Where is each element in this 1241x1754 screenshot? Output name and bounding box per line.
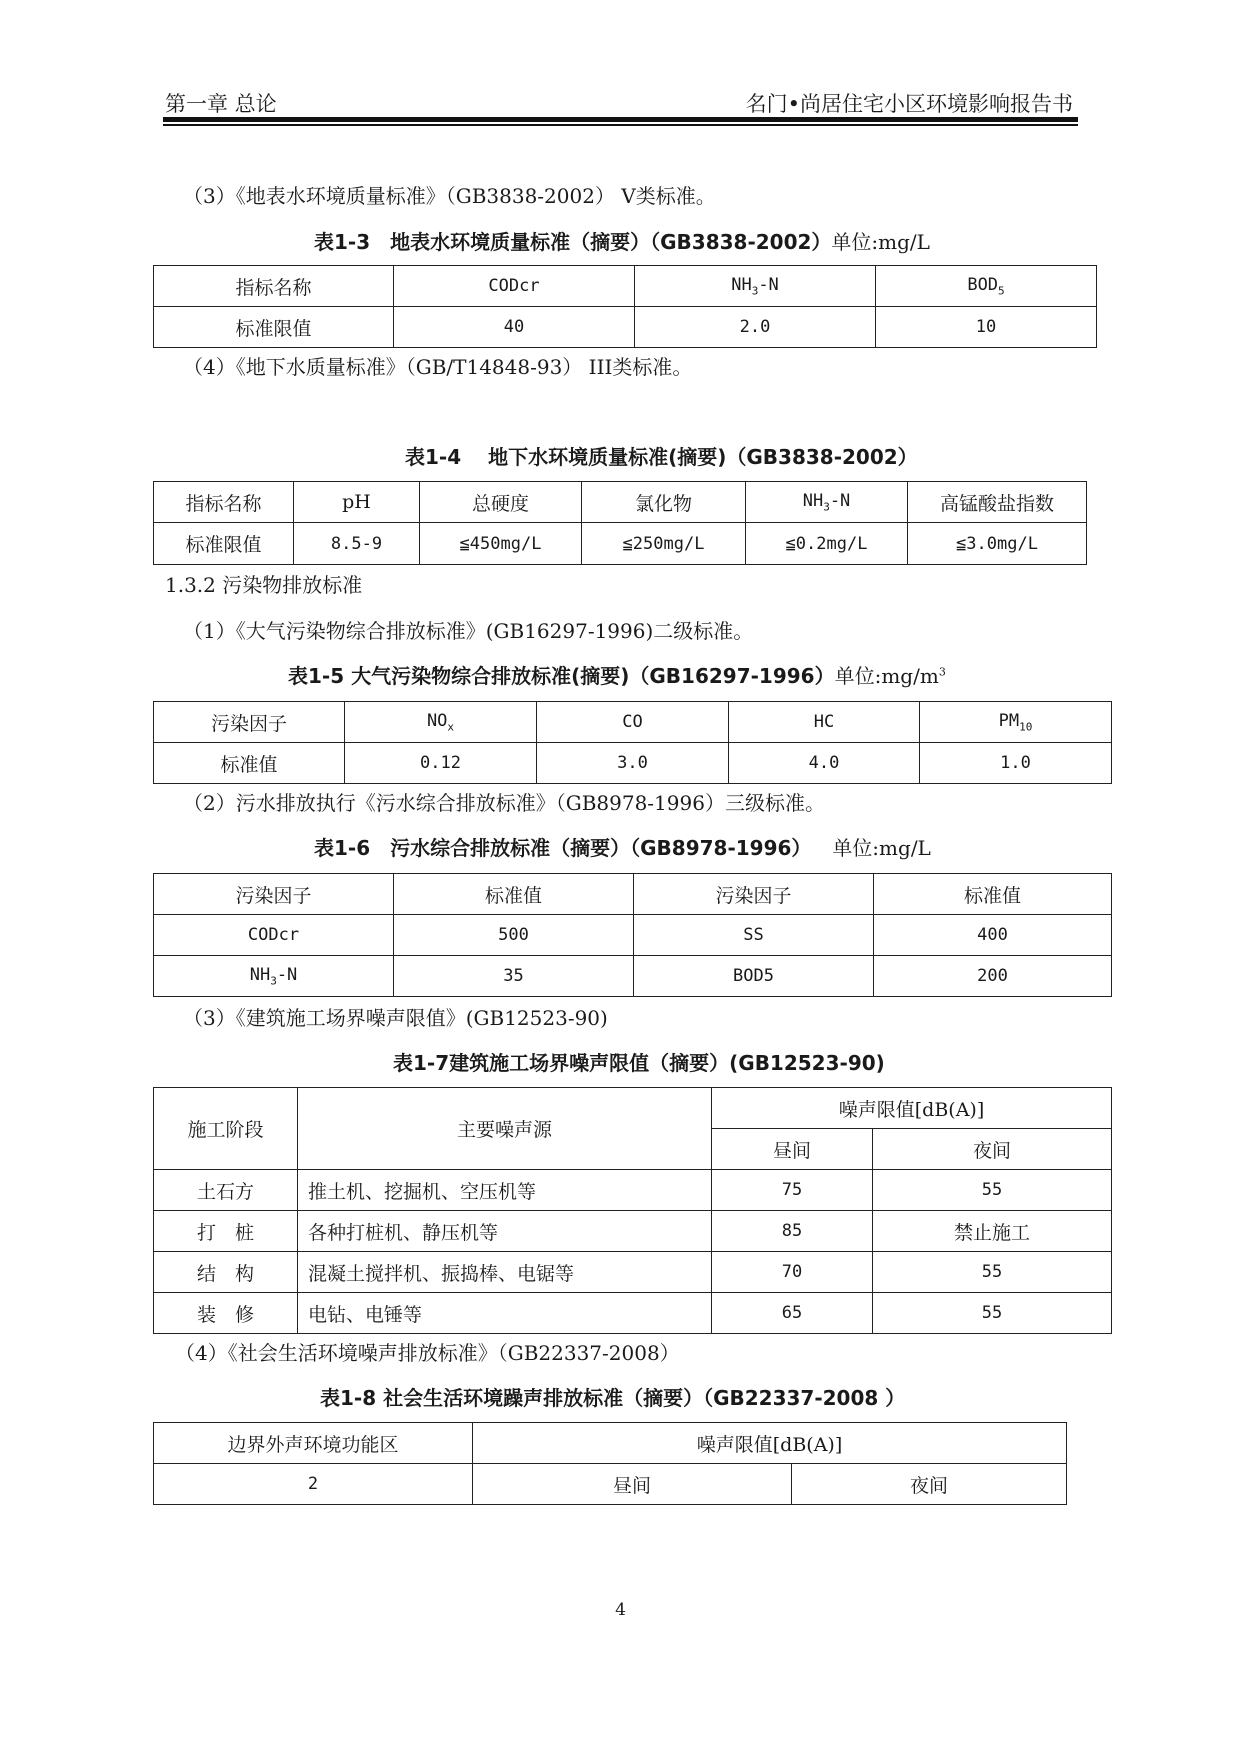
cell-day: 75 (712, 1170, 873, 1211)
table-1-4 (153, 481, 1087, 565)
cell-codcr-limit: 40 (394, 307, 635, 348)
section-heading-1-3-2: 1.3.2 污染物排放标准 (165, 573, 363, 597)
cell-nh3n-value: 35 (394, 956, 634, 997)
cell-night: 夜间 (792, 1464, 1067, 1505)
cell-pollutant-label: 污染因子 (154, 702, 345, 743)
header-rule-thin (163, 124, 1078, 126)
cell-head-value-1: 标准值 (394, 874, 634, 915)
cell-stage: 打 桩 (154, 1211, 298, 1252)
table-1-7 (153, 1087, 1112, 1334)
cell-co-value: 3.0 (537, 743, 729, 784)
table-1-8 (153, 1422, 1067, 1505)
cell-codcr-value: 500 (394, 915, 634, 956)
cell-zone: 2 (154, 1464, 473, 1505)
table-1-3-caption (314, 226, 930, 255)
table-row (154, 874, 1112, 915)
table-row (154, 1464, 1067, 1505)
table-row (154, 956, 1112, 997)
cell-chloride: 氯化物 (582, 482, 746, 523)
cell-pm10-value: 1.0 (920, 743, 1112, 784)
cell-nh3n: $NH_3-N$ (635, 266, 876, 307)
cell-codcr: CODcr (154, 915, 394, 956)
table-1-5 (153, 701, 1112, 784)
table-1-3-caption-text: 表1-3 地表水环境质量标准（摘要）（GB3838-2002） (314, 230, 832, 254)
cell-nh3n-limit: 2.0 (635, 307, 876, 348)
cell-head-value-2: 标准值 (874, 874, 1112, 915)
chapter-title: 第一章 总论 (165, 92, 277, 116)
cell-source: 电钻、电锤等 (298, 1293, 712, 1334)
table-row (154, 743, 1112, 784)
paragraph-surface-water-standard: （3）《地表水环境质量标准》（GB3838-2002） V类标准。 (183, 184, 716, 208)
paragraph-social-noise: （4）《社会生活环境噪声排放标准》（GB22337-2008） (175, 1341, 680, 1365)
cell-night: 55 (873, 1170, 1112, 1211)
cell-source: 推土机、挖掘机、空压机等 (298, 1170, 712, 1211)
table-row (154, 266, 1097, 307)
cell-head-zone: 边界外声环境功能区 (154, 1423, 473, 1464)
cell-night: 禁止施工 (873, 1211, 1112, 1252)
table-1-3-unit: 单位:mg/L (831, 230, 930, 254)
cell-nh3n: $NH_3-N$ (154, 956, 394, 997)
cell-ph: pH (294, 482, 420, 523)
table-1-6-caption (314, 832, 931, 861)
table-row (154, 1088, 1112, 1129)
cell-stage: 装 修 (154, 1293, 298, 1334)
cell-head-limit: 噪声限值[dB(A)] (473, 1423, 1067, 1464)
paragraph-sewage-standard: （2）污水排放执行《污水综合排放标准》（GB8978-1996）三级标准。 (183, 791, 825, 815)
cell-pm10: $PM_{10}$ (920, 702, 1112, 743)
cell-bod5-limit: 10 (876, 307, 1097, 348)
cell-permanganate-limit: ≦3.0mg/L (908, 523, 1087, 565)
cell-chloride-limit: ≦250mg/L (582, 523, 746, 565)
table-1-5-unit: 单位$:mg/m^3$ (834, 664, 946, 688)
table-1-8-caption: 表1-8 社会生活环境躁声排放标准（摘要）（GB22337-2008 ） (320, 1386, 906, 1410)
table-1-7-caption: 表1-7建筑施工场界噪声限值（摘要）(GB12523-90) (393, 1051, 885, 1075)
cell-head-pollutant-2: 污染因子 (634, 874, 874, 915)
cell-hc-value: 4.0 (729, 743, 920, 784)
report-title: 名门•尚居住宅小区环境影响报告书 (745, 92, 1073, 116)
cell-limit-label: 标准限值 (154, 307, 394, 348)
table-1-4-caption: 表1-4 地下水环境质量标准(摘要)（GB3838-2002） (405, 445, 918, 469)
table-row (154, 482, 1087, 523)
cell-hc: HC (729, 702, 920, 743)
table-row (154, 1252, 1112, 1293)
cell-nox: $NO_x$ (345, 702, 537, 743)
cell-day: 65 (712, 1293, 873, 1334)
cell-bod5: $BOD_5$ (876, 266, 1097, 307)
cell-head-night: 夜间 (873, 1129, 1112, 1170)
table-1-5-caption (288, 660, 946, 689)
cell-standard-value-label: 标准值 (154, 743, 345, 784)
cell-day: 昼间 (473, 1464, 792, 1505)
cell-codcr: CODcr (394, 266, 635, 307)
cell-nox-value: 0.12 (345, 743, 537, 784)
cell-nh3n-limit: ≦0.2mg/L (746, 523, 908, 565)
paragraph-construction-noise: （3）《建筑施工场界噪声限值》(GB12523-90) (183, 1006, 608, 1030)
cell-head-pollutant-1: 污染因子 (154, 874, 394, 915)
cell-total-hardness: 总硬度 (420, 482, 582, 523)
page-number: 4 (615, 1600, 626, 1620)
cell-night: 55 (873, 1252, 1112, 1293)
table-row (154, 702, 1112, 743)
cell-ph-limit: 8.5-9 (294, 523, 420, 565)
cell-bod5: BOD5 (634, 956, 874, 997)
cell-day: 70 (712, 1252, 873, 1293)
cell-stage: 结 构 (154, 1252, 298, 1293)
table-1-6-unit: 单位:mg/L (832, 836, 931, 860)
cell-hardness-limit: ≦450mg/L (420, 523, 582, 565)
cell-night: 55 (873, 1293, 1112, 1334)
cell-ss-value: 400 (874, 915, 1112, 956)
table-row (154, 915, 1112, 956)
cell-bod5-value: 200 (874, 956, 1112, 997)
cell-permanganate-index: 高锰酸盐指数 (908, 482, 1087, 523)
cell-head-day: 昼间 (712, 1129, 873, 1170)
table-1-6-caption-text: 表1-6 污水综合排放标准（摘要）（GB8978-1996） (314, 836, 812, 860)
table-1-3 (153, 265, 1097, 348)
cell-source: 混凝土搅拌机、振捣棒、电锯等 (298, 1252, 712, 1293)
table-1-6 (153, 873, 1112, 997)
table-row (154, 1423, 1067, 1464)
paragraph-air-standard: （1）《大气污染物综合排放标准》(GB16297-1996)二级标准。 (183, 619, 754, 643)
cell-head-source: 主要噪声源 (298, 1088, 712, 1170)
table-row (154, 1170, 1112, 1211)
table-row (154, 1211, 1112, 1252)
cell-indicator-name-label: 指标名称 (154, 482, 294, 523)
table-row (154, 1293, 1112, 1334)
table-row (154, 307, 1097, 348)
cell-indicator-name-label: 指标名称 (154, 266, 394, 307)
cell-co: CO (537, 702, 729, 743)
table-row (154, 523, 1087, 565)
cell-nh3n: $NH_3-N$ (746, 482, 908, 523)
table-1-5-caption-text: 表1-5 大气污染物综合排放标准(摘要)（GB16297-1996） (288, 664, 835, 688)
cell-head-limit: 噪声限值[dB(A)] (712, 1088, 1112, 1129)
cell-day: 85 (712, 1211, 873, 1252)
cell-head-stage: 施工阶段 (154, 1088, 298, 1170)
cell-stage: 土石方 (154, 1170, 298, 1211)
header-rule-thick (163, 117, 1078, 122)
cell-ss: SS (634, 915, 874, 956)
cell-limit-label: 标准限值 (154, 523, 294, 565)
cell-source: 各种打桩机、静压机等 (298, 1211, 712, 1252)
paragraph-groundwater-standard: （4）《地下水质量标准》（GB/T14848-93） III类标准。 (183, 355, 693, 379)
